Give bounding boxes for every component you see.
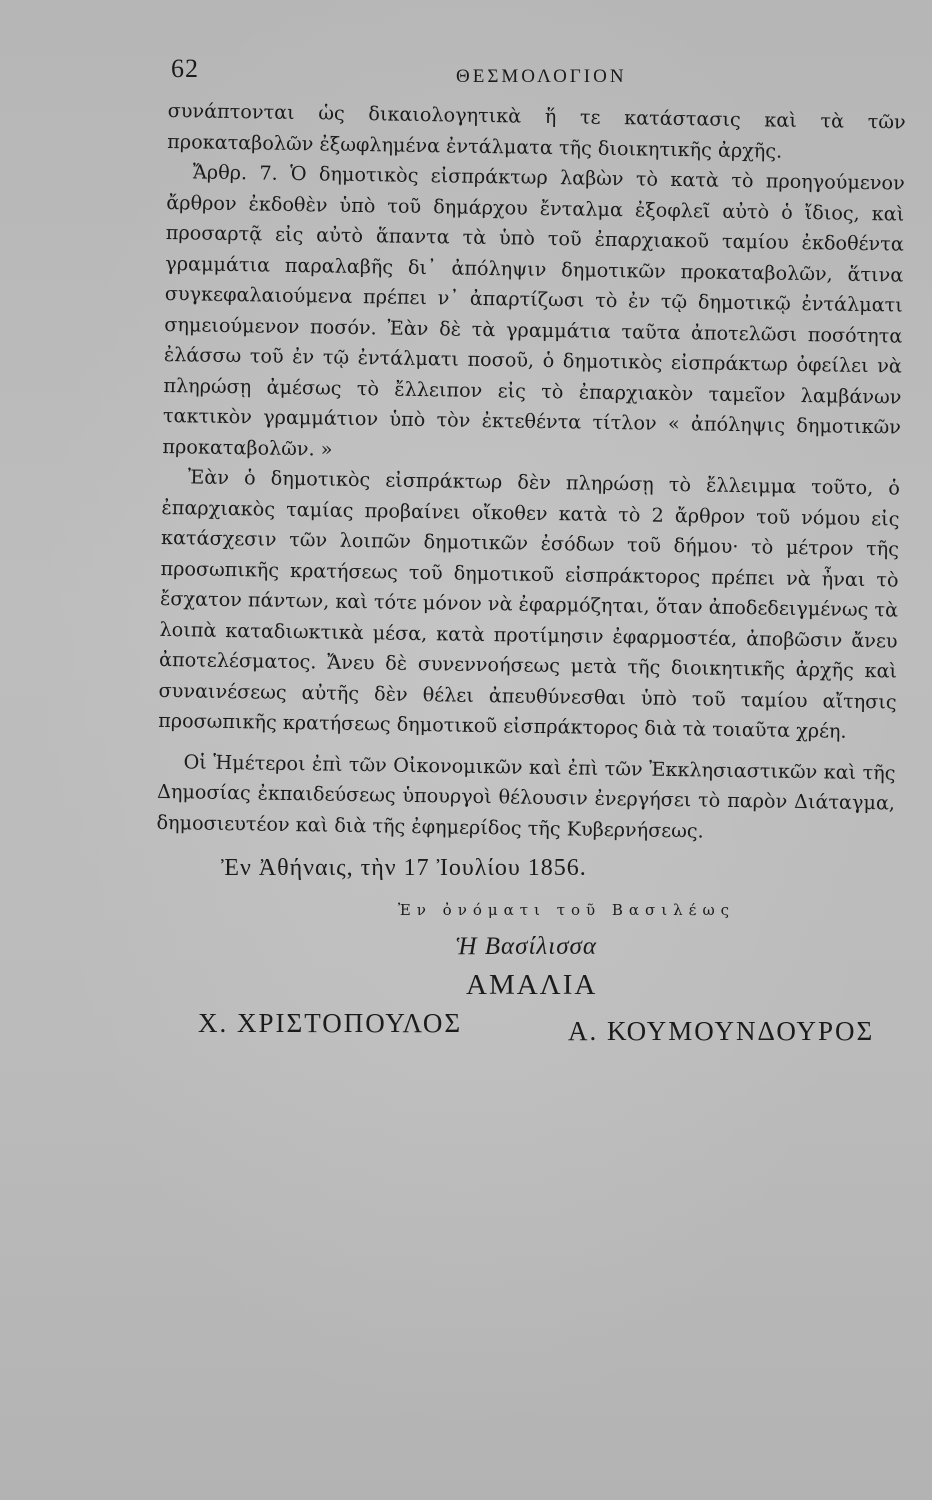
paragraph-article-7: Ἄρθρ. 7. Ὁ δημοτικὸς εἰσπράκτωρ λαβὼν τὸ κατὰ τὸ προηγούμενον ἄρθρον ἐκδοθὲν ὑπὸ τοῦ δημάρχου ἔνταλμα ἐξοφλεῖ αὐτὸ ὁ ἴδιος, καὶ προσαρτᾷ εἰς αὐτὸ ἅπαντα τὰ ὑπὸ τοῦ ἐπαρχιακοῦ ταμίου ἐκδοθέντα γραμμάτια παραλαβῆς δι᾽ ἀπόληψιν δημοτικῶν προκαταβολῶν, ἅτινα συγκεφαλαιούμενα πρέπει ν᾽ ἀπαρτίζωσι τὸ ἐν τῷ δημοτικῷ ἐντάλματι σημειούμενον ποσόν. Ἐὰν δὲ τὰ γραμμάτια ταῦτα ἀποτελῶσι ποσότητα ἐλάσσω τοῦ ἐν τῷ ἐντάλματι ποσοῦ, ὁ δημοτικὸς εἰσπράκτωρ ὀφείλει νὰ πληρώσῃ ἀμέσως τὸ ἔλλειπον εἰς τὸ ἐπαρχιακὸν ταμεῖον λαμβάνων τακτικὸν γραμμάτιον ὑπὸ τὸν ἐκτεθέντα τίτλον « ἀπόληψις δημοτικῶν προκαταβολῶν. »: [162, 160, 905, 461]
queen-signature: ΑΜΑΛΙΑ: [466, 969, 598, 1001]
minister-signature-right: Α. ΚΟΥΜΟΥΝΔΟΥΡΟΣ: [568, 1016, 875, 1046]
paragraph-ministers: Οἱ Ἡμέτεροι ἐπὶ τῶν Οἰκονομικῶν καὶ ἐπὶ τῶν Ἐκκλησιαστικῶν καὶ τῆς Δημοσίας ἐκπαιδεύσεως ὑπουργοὶ θέλουσιν ἐνεργήσει τὸ παρὸν Διάταγμα, δημοσιευτέον καὶ διὰ τῆς ἐφημερίδος τῆς Κυβερνήσεως.: [156, 749, 896, 843]
running-title: ΘΕΣΜΟΛΟΓΙΟΝ: [456, 66, 627, 87]
paragraph-continuation: συνάπτονται ὡς δικαιολογητικὰ ἥ τε κατάστασις καὶ τὰ τῶν προκαταβολῶν ἐξωφλημένα ἐντάλματα τῆς διοικητικῆς ἀρχῆς.: [167, 98, 906, 163]
queen-title: Ἡ Βασίλισσα: [456, 933, 597, 960]
minister-signature-left: Χ. ΧΡΙΣΤΟΠΟΥΛΟΣ: [198, 1008, 463, 1038]
body-text: [156, 96, 906, 850]
date-line: Ἐν Ἀθήναις, τὴν 17 Ἰουλίου 1856.: [221, 855, 587, 881]
page-number: 62: [171, 54, 199, 83]
in-name-of-king: Ἐν ὀνόματι τοῦ Βασιλέως: [398, 901, 736, 919]
paragraph-deficit: Ἐὰν ὁ δημοτικὸς εἰσπράκτωρ δὲν πληρώσῃ τὸ ἔλλειμμα τοῦτο, ὁ ἐπαρχιακὸς ταμίας προβαίνει οἴκοθεν κατὰ τὸ 2 ἄρθρον τοῦ νόμου εἰς κατάσχεσιν τῶν λοιπῶν δημοτικῶν ἐσόδων τοῦ δήμου· τὸ μέτρον τῆς προσωπικῆς κρατήσεως τοῦ δημοτικοῦ εἰσπράκτορος πρέπει νὰ ἦναι τὸ ἔσχατον πάντων, καὶ τότε μόνον νὰ ἐφαρμόζηται, ὅταν ἀποδεδειγμένως τὰ λοιπὰ καταδιωκτικὰ μέσα, κατὰ προτίμησιν ἐφαρμοστέα, ἀποβῶσιν ἄνευ ἀποτελέσματος. Ἄνευ δὲ συνεννοήσεως μετὰ τῆς διοικητικῆς ἀρχῆς καὶ συναινέσεως αὐτῆς δὲν θέλει ἀπευθύνεσθαι ὑπὸ τοῦ ταμίου αἴτησις προσωπικῆς κρατήσεως δημοτικοῦ εἰσπράκτορος διὰ τὰ τοιαῦτα χρέη.: [158, 465, 901, 743]
